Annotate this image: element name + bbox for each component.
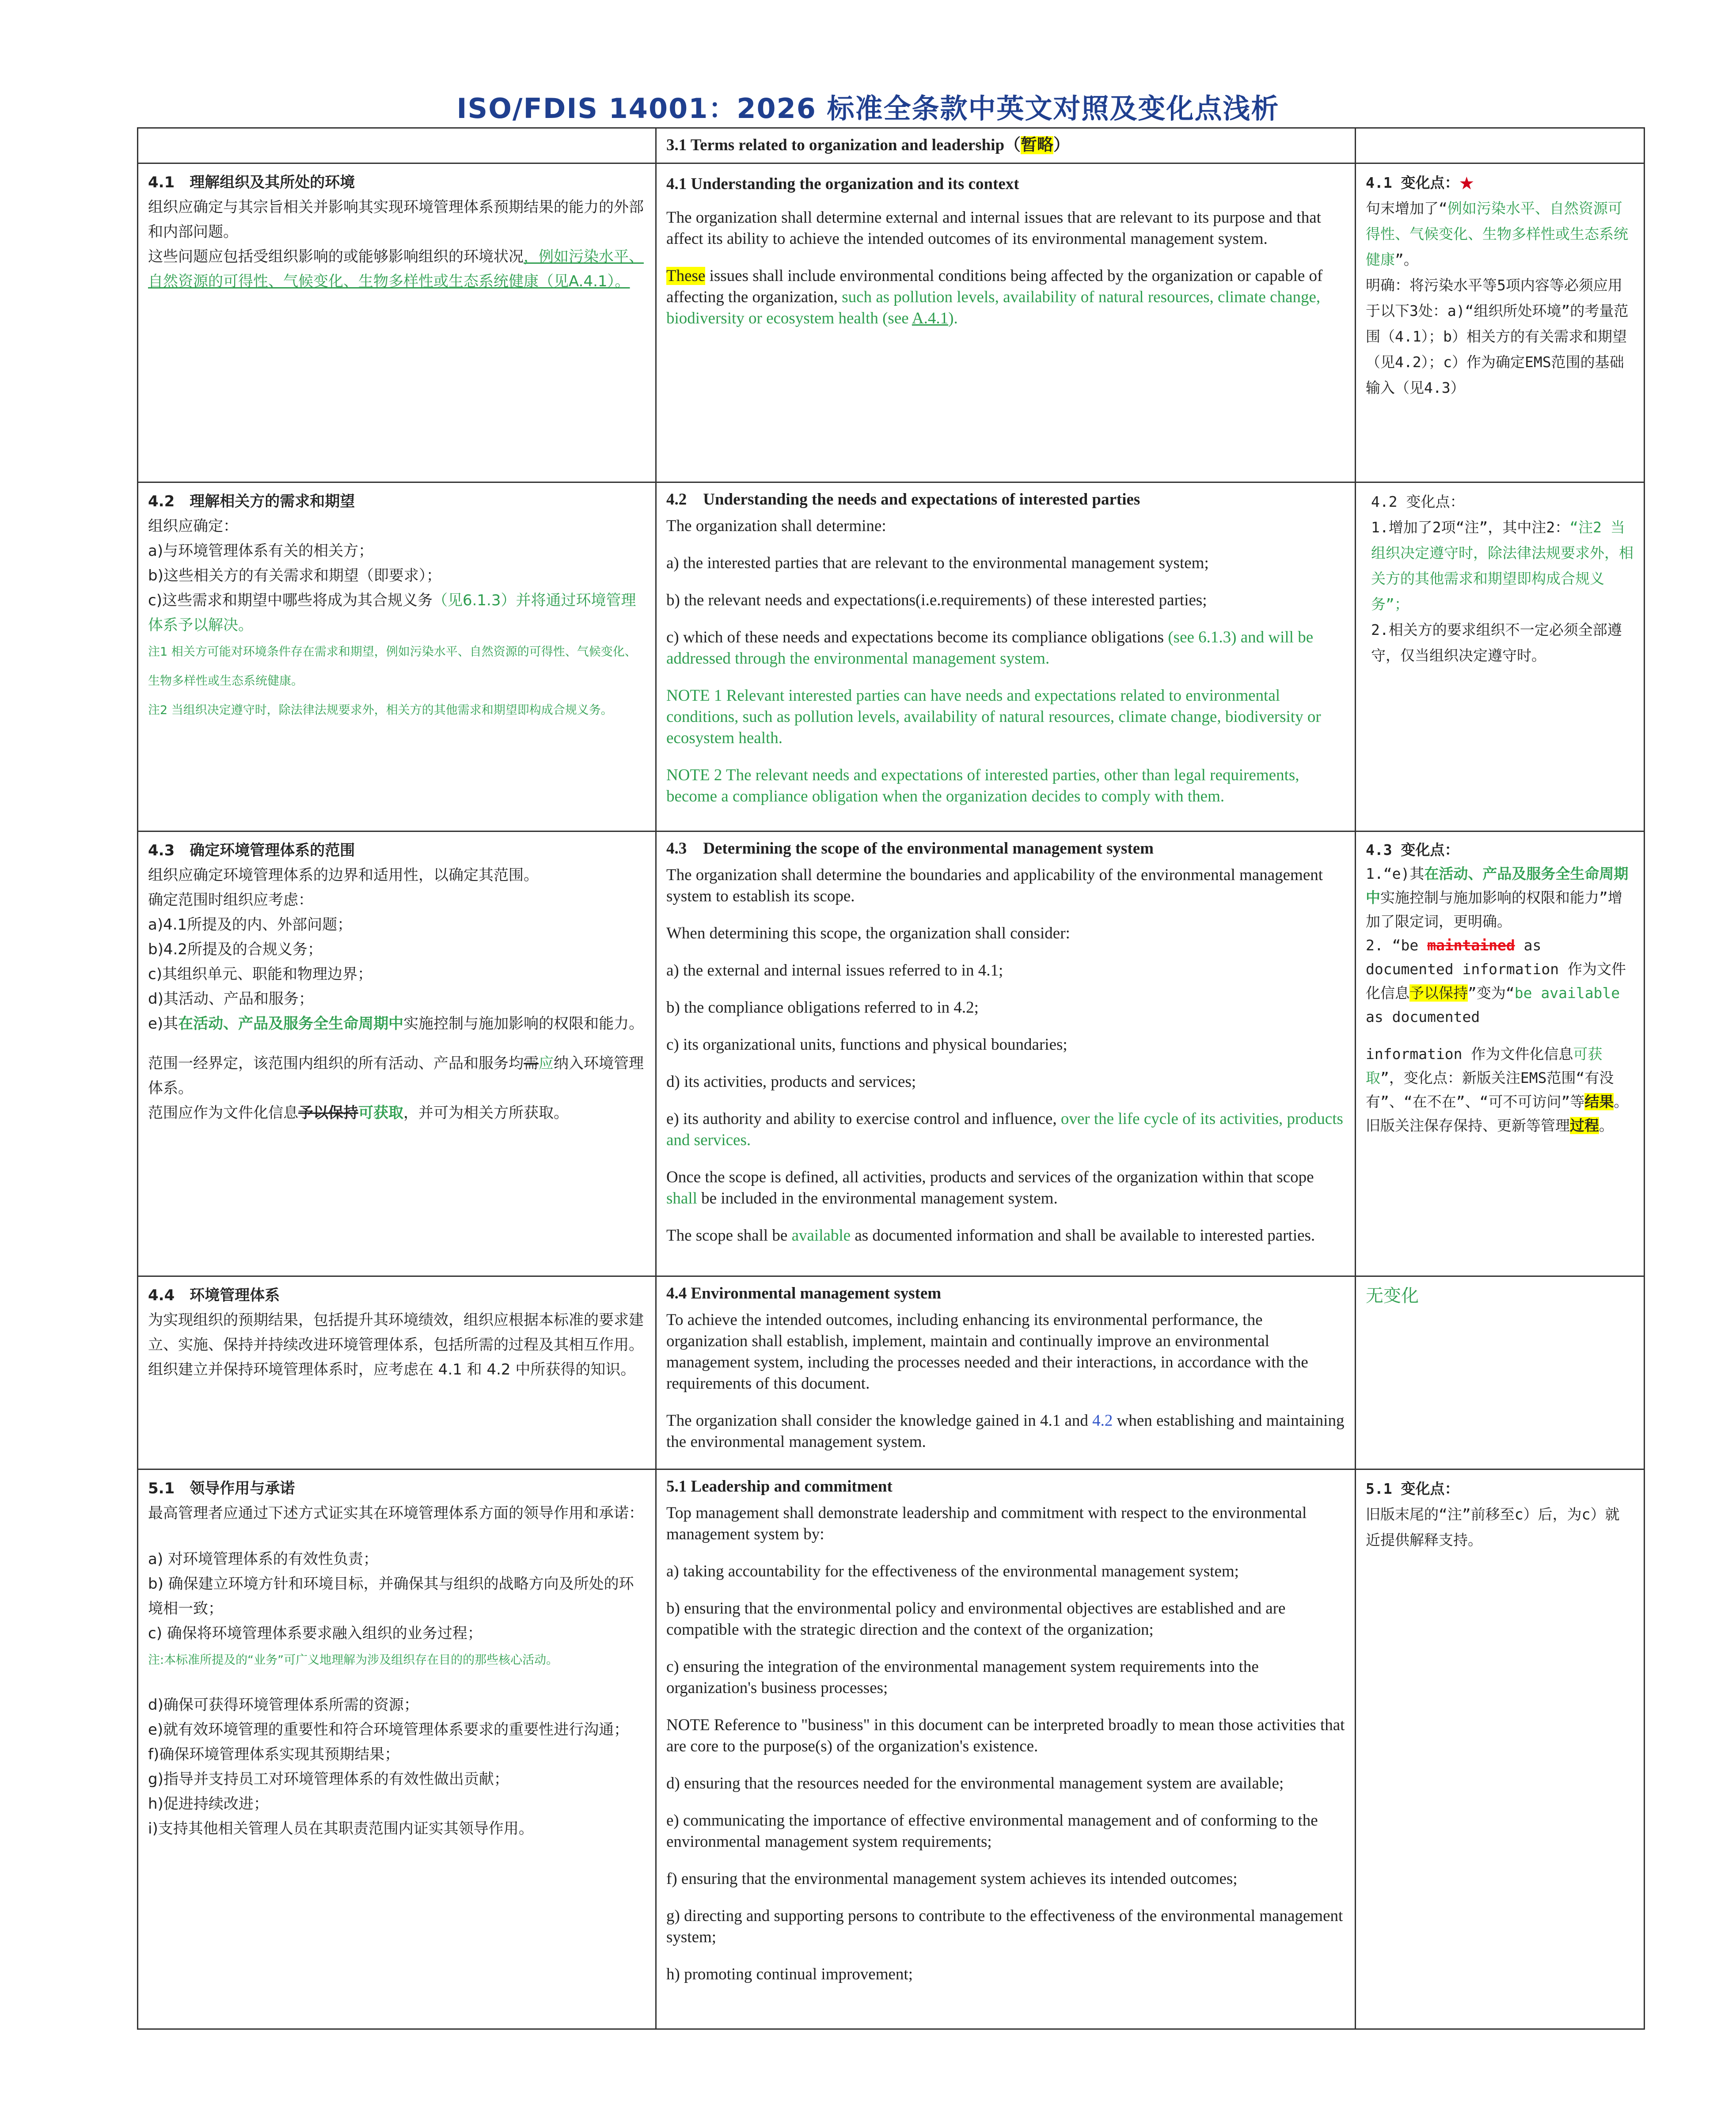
cn-cell	[138, 163, 656, 482]
en-line: d) ensuring that the resources needed for the environmental management system are available;	[666, 1774, 1284, 1792]
star-icon: ★	[1459, 167, 1474, 196]
note-heading-43: 4.3 变化点：	[1366, 841, 1459, 858]
note-heading-51: 5.1 变化点：	[1366, 1480, 1459, 1497]
en-cell	[656, 1469, 1356, 2029]
en-heading-43: 4.3 Determining the scope of the environmental management system	[666, 839, 1154, 858]
en-cell	[656, 1276, 1356, 1469]
en-cell	[656, 831, 1356, 1276]
en-para: To achieve the intended outcomes, including enhancing its environmental performance, the organization shall establish, implement, maintain and continually improve an environmental management system, including the processes needed and their interactions, in accordance with the requirements of this document.	[666, 1311, 1308, 1393]
en-line: When determining this scope, the organization shall consider:	[666, 924, 1070, 942]
en-heading-51: 5.1 Leadership and commitment	[666, 1477, 893, 1496]
en-line: h) promoting continual improvement;	[666, 1965, 913, 1983]
en-cell	[656, 128, 1356, 163]
cn-para: 这些问题应包括受组织影响的或能够影响组织的环境状况	[148, 248, 524, 266]
note-highlight: 予以保持	[1409, 984, 1468, 1002]
note-cell	[1356, 1276, 1645, 1469]
cn-line: 范围应作为文件化信息	[148, 1104, 298, 1122]
cn-cell	[138, 1276, 656, 1469]
cn-para: 组织建立并保持环境管理体系时，应考虑在 4.1 和 4.2 中所获得的知识。	[148, 1361, 636, 1378]
note-text: 旧版末尾的“注”前移至c）后，为c）就近提供解释支持。	[1366, 1506, 1620, 1549]
en-line: e) its authority and ability to exercise control and influence,	[666, 1110, 1057, 1128]
cn-line: 确定范围时组织应考虑：	[148, 891, 313, 909]
note-cell	[1356, 163, 1645, 482]
note-text-end: as documented	[1366, 1008, 1480, 1025]
en-added-text: such as pollution levels, availability of natural resources, climate change, biodiversity or ecosystem health (see	[666, 288, 1321, 327]
cn-heading-44: 4.4 环境管理体系	[148, 1287, 280, 1304]
note-green-text: be available	[1514, 984, 1620, 1002]
cn-note-2: 注2 当组织决定遵守时，除法律法规要求外，相关方的其他需求和期望即构成合规义务。	[148, 703, 613, 717]
cn-line: c) 确保将环境管理体系要求融入组织的业务过程；	[148, 1625, 482, 1642]
cn-line: b)这些相关方的有关需求和期望（即要求）；	[148, 567, 441, 585]
cn-line: e)其	[148, 1015, 179, 1033]
table-row	[138, 128, 1645, 163]
en-line: b) ensuring that the environmental policy and environmental objectives are established and are compatible with the strategic direction and the context of the organization;	[666, 1599, 1286, 1639]
cn-line: d)确保可获得环境管理体系所需的资源；	[148, 1696, 419, 1714]
en-line: c) ensuring the integration of the environmental management system requirements into the organization's business processes;	[666, 1658, 1259, 1697]
en-line: e) communicating the importance of effective environmental management and of conforming to the environmental management system requirements;	[666, 1811, 1318, 1851]
note-text: 2. “be	[1366, 937, 1428, 954]
cn-line: e)就有效环境管理的重要性和符合环境管理体系要求的重要性进行沟通；	[148, 1721, 629, 1739]
en-heading-31-highlight: 暂略	[1021, 136, 1054, 154]
cn-line: 组织应确定：	[148, 517, 238, 535]
cn-line: a)与环境管理体系有关的相关方；	[148, 542, 374, 560]
no-change-label: 无变化	[1366, 1286, 1419, 1306]
note-text: ”变为“	[1468, 984, 1515, 1002]
en-cell	[656, 163, 1356, 482]
cn-para: 为实现组织的预期结果，包括提升其环境绩效，组织应根据本标准的要求建立、实施、保持并持续改进环境管理体系，包括所需的过程及其相互作用。	[148, 1311, 644, 1354]
page-title: ISO/FDIS 14001：2026 标准全条款中英文对照及变化点浅析	[456, 92, 1280, 125]
cn-line: c)这些需求和期望中哪些将成为其合规义务	[148, 592, 433, 609]
cn-line: b)4.2所提及的合规义务；	[148, 941, 323, 958]
cn-added-text: 在活动、产品及服务全生命周期中	[178, 1015, 404, 1033]
en-note-2: NOTE 2 The relevant needs and expectations of interested parties, other than legal requirements, become a compliance obligation when the organization decides to comply with them.	[666, 766, 1299, 805]
cn-line: a)4.1所提及的内、外部问题；	[148, 916, 353, 934]
note-cell	[1356, 831, 1645, 1276]
note-text: ”，变化点：新版关注EMS范围“有没有”、“在不在”、“可不可访问”等	[1366, 1069, 1614, 1110]
en-line: Top management shall demonstrate leadership and commitment with respect to the environmental management system by:	[666, 1504, 1307, 1543]
note-deleted-text: maintained	[1427, 937, 1515, 954]
note-text-end: 。	[1599, 1117, 1614, 1134]
en-line: Once the scope is defined, all activities, products and services of the organization within that scope	[666, 1168, 1314, 1186]
cn-line: i)支持其他相关管理人员在其职责范围内证实其领导作用。	[148, 1820, 534, 1838]
cn-note-1: 注1 相关方可能对环境条件存在需求和期望，例如污染水平、自然资源的可得性、气候变化、生物多样性或生态系统健康。	[148, 645, 637, 688]
en-line: f) ensuring that the environmental management system achieves its intended outcomes;	[666, 1870, 1238, 1888]
en-added-text: shall	[666, 1189, 697, 1207]
cn-line: b) 确保建立环境方针和环境目标，并确保其与组织的战略方向及所处的环境相一致；	[148, 1575, 634, 1617]
cn-deleted-text: 予以保持	[298, 1104, 358, 1122]
en-heading-31: 3.1 Terms related to organization and leadership（	[666, 136, 1021, 154]
cn-heading-43: 4.3 确定环境管理体系的范围	[148, 842, 355, 859]
en-added-text: available	[791, 1226, 851, 1245]
note-green-text: 可获取	[1366, 1045, 1603, 1086]
cn-cell	[138, 128, 656, 163]
cn-added-text: ，例如污染水平、自然资源的可得性、气候变化、生物多样性或生态系统健康（见A.4.1）。	[148, 248, 644, 290]
en-line: a) the external and internal issues referred to in 4.1;	[666, 961, 1003, 980]
note-green-text: 在活动、产品及服务全生命周期中	[1366, 865, 1629, 906]
cn-line-end: 实施控制与施加影响的权限和能力。	[403, 1015, 644, 1033]
cn-heading-41: 4.1 理解组织及其所处的环境	[148, 174, 355, 191]
note-text-end: ”。	[1395, 251, 1418, 268]
note-text-end: 实施控制与施加影响的权限和能力”增加了限定词，更明确。	[1366, 889, 1622, 930]
note-text: as documented information 作为文件化信息	[1366, 937, 1626, 1002]
en-line: d) its activities, products and services;	[666, 1073, 916, 1091]
cn-cell	[138, 482, 656, 831]
note-cell	[1356, 1469, 1645, 2029]
en-para: The organization shall determine external and internal issues that are relevant to its purpose and that affect its ability to achieve the intended outcomes of its environmental management system.	[666, 209, 1321, 248]
en-heading-31-end: ）	[1053, 136, 1070, 154]
table-row	[138, 831, 1645, 1276]
note-text: 1.“e)其	[1366, 865, 1425, 882]
note-highlight: 过程	[1570, 1117, 1599, 1134]
comparison-table	[137, 127, 1645, 2030]
en-line: b) the compliance obligations referred to in 4.2;	[666, 999, 979, 1017]
note-highlight: 结果	[1584, 1093, 1614, 1110]
table-row	[138, 482, 1645, 831]
en-cell	[656, 482, 1356, 831]
cn-added-text: 应	[539, 1055, 554, 1072]
en-note-1: NOTE 1 Relevant interested parties can have needs and expectations related to environmental conditions, such as pollution levels, availability of natural resources, climate change, biodiversity or ecosystem health.	[666, 687, 1321, 747]
en-added-text: over the life cycle of its activities, products and services.	[666, 1110, 1343, 1149]
en-added-text: (see 6.1.3) and will be addressed through the environmental management system.	[666, 628, 1314, 668]
note-heading-41: 4.1 变化点：	[1366, 174, 1459, 191]
en-para: issues shall include environmental conditions being affected by the organization or capable of affecting the organization,	[666, 267, 1323, 306]
cn-added-text: （见6.1.3）并将通过环境管理体系予以解决。	[148, 592, 636, 634]
en-line: g) directing and supporting persons to contribute to the effectiveness of the environmental management system;	[666, 1907, 1343, 1946]
en-heading-42: 4.2 Understanding the needs and expectations of interested parties	[666, 490, 1140, 509]
cn-line: c)其组织单元、职能和物理边界；	[148, 965, 372, 983]
note-green-text: “注2 当组织决定遵守时，除法律法规要求外，相关方的其他需求和期望即构成合规义务”；	[1371, 519, 1633, 613]
en-line: a) taking accountability for the effectiveness of the environmental management system;	[666, 1562, 1239, 1580]
en-line: a) the interested parties that are relevant to the environmental management system;	[666, 554, 1209, 572]
note-text: information 作为文件化信息	[1366, 1045, 1573, 1063]
cn-heading-42: 4.2 理解相关方的需求和期望	[148, 493, 355, 510]
cn-line: d)其活动、产品和服务；	[148, 990, 314, 1008]
en-line-end: be included in the environmental management system.	[697, 1189, 1058, 1207]
en-line: c) which of these needs and expectations become its compliance obligations	[666, 628, 1164, 646]
cn-deleted-text: 需	[524, 1055, 539, 1072]
annex-link[interactable]: A.4.1	[912, 309, 949, 327]
en-highlight: These	[666, 267, 706, 285]
en-line: The organization shall determine the boundaries and applicability of the environmental management system to establish its scope.	[666, 866, 1323, 905]
en-para-end: when establishing and maintaining the environmental management system.	[666, 1412, 1345, 1451]
en-line: The scope shall be	[666, 1226, 792, 1245]
table-row	[138, 163, 1645, 482]
cn-line: 范围一经界定，该范围内组织的所有活动、产品和服务均	[148, 1055, 524, 1072]
en-line: b) the relevant needs and expectations(i.e.requirements) of these interested parties;	[666, 591, 1207, 609]
en-added-text-end: ).	[948, 309, 958, 327]
cn-line-end: 纳入环境管理体系。	[148, 1055, 644, 1097]
en-line-end: as documented information and shall be available to interested parties.	[851, 1226, 1315, 1245]
cn-line: 组织应确定环境管理体系的边界和适用性，以确定其范围。	[148, 866, 539, 884]
cn-heading-51: 5.1 领导作用与承诺	[148, 1480, 295, 1497]
cn-para: 组织应确定与其宗旨相关并影响其实现环境管理体系预期结果的能力的外部和内部问题。	[148, 198, 644, 241]
cn-line: f)确保环境管理体系实现其预期结果；	[148, 1746, 400, 1763]
cn-cell	[138, 831, 656, 1276]
en-line: The organization shall determine:	[666, 517, 886, 535]
note-green-text: 例如污染水平、自然资源可得性、气候变化、生物多样性或生态系统健康	[1366, 200, 1628, 268]
note-text: 明确：将污染水平等5项内容等必须应用于以下3处：a)“组织所处环境”的考量范围（4.1）；b）相关方的有关需求和期望（见4.2）；c）作为确定EMS范围的基础输入（见4.3）	[1366, 277, 1629, 396]
en-blue-ref: 4.2	[1092, 1412, 1113, 1430]
note-heading-42: 4.2 变化点：	[1371, 493, 1465, 510]
note-text: 2.相关方的要求组织不一定必须全部遵守，仅当组织决定遵守时。	[1371, 621, 1622, 664]
cn-note: 注:本标准所提及的“业务”可广义地理解为涉及组织存在目的的那些核心活动。	[148, 1653, 558, 1667]
en-heading-44: 4.4 Environmental management system	[666, 1284, 942, 1302]
note-text: 句末增加了“	[1366, 200, 1447, 217]
table-row	[138, 1469, 1645, 2029]
table-row	[138, 1276, 1645, 1469]
cn-line: g)指导并支持员工对环境管理体系的有效性做出贡献；	[148, 1770, 509, 1788]
cn-added-text: 可获取	[358, 1104, 403, 1122]
cn-line: 最高管理者应通过下述方式证实其在环境管理体系方面的领导作用和承诺：	[148, 1504, 644, 1522]
note-text: 1.增加了2项“注”，其中注2：	[1371, 519, 1570, 536]
cn-line: h)促进持续改进；	[148, 1795, 269, 1813]
cn-line-end: ，并可为相关方所获取。	[403, 1104, 569, 1122]
en-heading-41: 4.1 Understanding the organization and its context	[666, 175, 1019, 193]
cn-line: a) 对环境管理体系的有效性负责；	[148, 1550, 378, 1568]
note-text: 。旧版关注保存保持、更新等管理	[1366, 1093, 1629, 1134]
en-line: c) its organizational units, functions and physical boundaries;	[666, 1036, 1067, 1054]
en-note: NOTE Reference to "business" in this document can be interpreted broadly to mean those activities that are core to the purpose(s) of the organization's existence.	[666, 1716, 1345, 1755]
cn-cell	[138, 1469, 656, 2029]
note-cell	[1356, 482, 1645, 831]
note-cell	[1356, 128, 1645, 163]
en-para: The organization shall consider the knowledge gained in 4.1 and	[666, 1412, 1093, 1430]
